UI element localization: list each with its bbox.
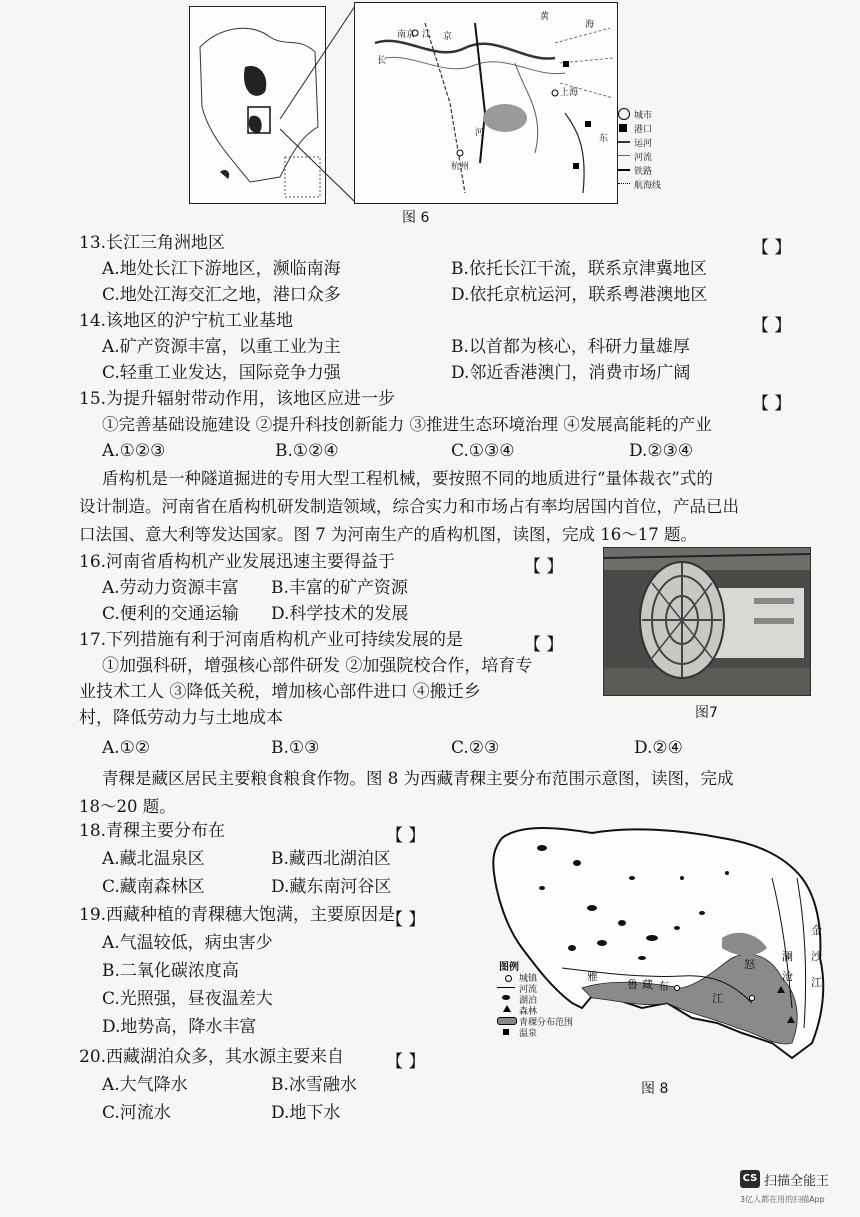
q17-line2: 业技术工人 ③降低关税，增加核心部件进口 ④搬迁乡: [79, 682, 481, 702]
q18-option-d[interactable]: D.藏东南河谷区: [271, 877, 392, 897]
q14-option-d[interactable]: D.邻近香港澳门，消费市场广阔: [451, 363, 691, 383]
tunnel-boring-machine-image: [604, 548, 810, 695]
passage1-line2: 设计制造。河南省在盾构机研发制造领域，综合实力和市场占有率均居国内首位，产品已出: [79, 497, 739, 516]
fig8-label-bu: 布: [658, 980, 669, 993]
q13-option-a[interactable]: A.地处长江下游地区，濒临南海: [102, 259, 341, 279]
q15-option-a[interactable]: A.①②③: [102, 441, 166, 461]
legend-barley-icon: [497, 1017, 517, 1025]
q17-line3: 村，降低劳动力与土地成本: [79, 708, 283, 728]
q14-stem: 14.该地区的沪宁杭工业基地: [79, 311, 294, 331]
figure-8-legend: [487, 958, 582, 1058]
figure-6-legend: [618, 106, 688, 202]
q17-stem: 17.下列措施有利于河南盾构机产业可持续发展的是: [79, 630, 464, 650]
q19-option-a[interactable]: A.气温较低，病虫害少: [102, 933, 273, 953]
q17-option-a[interactable]: A.①②: [102, 738, 151, 758]
fig8-label-jin: 金: [811, 924, 822, 937]
legend-town-icon: [505, 975, 512, 982]
zoom-connector-lines: [270, 4, 360, 204]
q14-option-b[interactable]: B.以首都为核心，科研力量雄厚: [451, 337, 690, 357]
fig8-legend-town: 城镇: [519, 974, 538, 984]
q20-option-d[interactable]: D.地下水: [271, 1103, 341, 1123]
q16-stem: 16.河南省盾构机产业发展迅速主要得益于: [79, 552, 396, 572]
passage1-line3: 口法国、意大利等发达国家。图 7 为河南生产的盾构机图，读图，完成 16～17 题。: [79, 525, 697, 544]
legend-railway-icon: [618, 169, 630, 171]
camscanner-logo-icon: CS: [740, 1170, 760, 1188]
fig8-legend-lake: 湖泊: [519, 996, 538, 1006]
q20-option-c[interactable]: C.河流水: [102, 1103, 171, 1123]
watermark-tagline: 3亿人都在用的扫描App: [740, 1195, 825, 1204]
q19-option-b[interactable]: B.二氧化碳浓度高: [102, 961, 239, 981]
q18-stem: 18.青稞主要分布在: [79, 821, 226, 841]
legend-railway: 铁路: [634, 167, 653, 177]
map-label-hai: 海: [585, 20, 595, 30]
q15-stem: 15.为提升辐射带动作用，该地区应进一步: [79, 389, 396, 409]
q16-option-b[interactable]: B.丰富的矿产资源: [271, 578, 408, 598]
q20-stem: 20.西藏湖泊众多，其水源主要来自: [79, 1047, 345, 1067]
q13-option-b[interactable]: B.依托长江干流，联系京津冀地区: [451, 259, 707, 279]
legend-port: 港口: [634, 125, 653, 135]
map-label-huang: 黄: [540, 12, 550, 22]
legend-port-icon: [619, 124, 627, 132]
q16-option-d[interactable]: D.科学技术的发展: [271, 604, 409, 624]
figure-8-tibet-map: [482, 818, 837, 1068]
q20-answer-bracket[interactable]: 【 】: [386, 1052, 426, 1072]
fig8-legend-title: 图例: [499, 962, 519, 973]
legend-lake-icon: [502, 995, 510, 1000]
q16-option-c[interactable]: C.便利的交通运输: [102, 604, 239, 624]
q13-option-d[interactable]: D.依托京杭运河，联系粤港澳地区: [451, 285, 708, 305]
figure-7-tbm-photo: [603, 547, 811, 696]
map-label-hangzhou: 杭州: [451, 162, 470, 172]
legend-city-icon: [618, 108, 630, 120]
legend-river-line-icon: [497, 987, 515, 988]
figure-6-yangtze-delta-map: [354, 2, 618, 204]
q18-option-c[interactable]: C.藏南森林区: [102, 877, 205, 897]
fig8-label-jiang: 江: [712, 992, 723, 1005]
fig8-label-lan: 澜: [782, 950, 793, 963]
q16-option-a[interactable]: A.劳动力资源丰富: [102, 578, 239, 598]
figure-7-caption: 图7: [695, 705, 718, 721]
q14-option-a[interactable]: A.矿产资源丰富，以重工业为主: [102, 337, 341, 357]
legend-canal-icon: [618, 141, 630, 143]
fig8-label-lu: 鲁: [627, 978, 638, 991]
map-label-jing: 京: [443, 32, 453, 42]
fig8-label-sha: 沙: [811, 950, 822, 963]
fig8-label-nu: 怒: [744, 958, 755, 971]
q19-answer-bracket[interactable]: 【 】: [386, 910, 426, 930]
fig8-legend-river: 河流: [519, 985, 538, 995]
q20-option-b[interactable]: B.冰雪融水: [271, 1075, 357, 1095]
q19-stem: 19.西藏种植的青稞穗大饱满，主要原因是: [79, 905, 396, 925]
map-label-jiang: 江: [422, 30, 432, 40]
q19-option-d[interactable]: D.地势高，降水丰富: [102, 1017, 257, 1037]
q18-option-b[interactable]: B.藏西北湖泊区: [271, 849, 391, 869]
legend-river: 河流: [634, 153, 653, 163]
q17-option-b[interactable]: B.①③: [271, 738, 320, 758]
q13-answer-bracket[interactable]: 【 】: [752, 238, 792, 258]
q13-stem: 13.长江三角洲地区: [79, 233, 226, 253]
legend-shipping-icon: [618, 183, 630, 184]
q20-option-a[interactable]: A.大气降水: [102, 1075, 188, 1095]
map-label-chang: 长: [377, 56, 387, 66]
delta-map-graphic: [355, 3, 617, 203]
q15-answer-bracket[interactable]: 【 】: [752, 394, 792, 414]
map-label-dong: 东: [599, 134, 609, 144]
fig8-legend-barley: 青稞分布范围: [519, 1018, 574, 1028]
q15-option-d[interactable]: D.②③④: [629, 441, 694, 461]
legend-hotspring-icon: [503, 1029, 509, 1035]
q15-option-b[interactable]: B.①②④: [275, 441, 339, 461]
passage2-line1: 青稞是藏区居民主要粮食粮食作物。图 8 为西藏青稞主要分布范围示意图，读图，完成: [102, 769, 734, 788]
fig8-label-jiang2: 江: [811, 976, 822, 989]
q18-option-a[interactable]: A.藏北温泉区: [102, 849, 205, 869]
q13-option-c[interactable]: C.地处江海交汇之地，港口众多: [102, 285, 341, 305]
fig8-label-cang: 沧: [782, 970, 793, 983]
passage1-line1: 盾构机是一种隧道掘进的专用大型工程机械，要按照不同的地质进行“量体裁衣”式的: [102, 469, 713, 488]
q14-answer-bracket[interactable]: 【 】: [752, 316, 792, 336]
fig8-legend-forest: 森林: [519, 1007, 538, 1017]
figure-8-caption: 图 8: [641, 1081, 669, 1097]
q19-option-c[interactable]: C.光照强，昼夜温差大: [102, 989, 273, 1009]
q17-line1: ①加强科研，增强核心部件研发 ②加强院校合作，培育专: [102, 656, 533, 676]
passage2-line2: 18～20 题。: [79, 797, 176, 816]
legend-river-icon: [618, 155, 630, 156]
q15-items: ①完善基础设施建设 ②提升科技创新能力 ③推进生态环境治理 ④发展高能耗的产业: [102, 415, 712, 434]
q17-option-d[interactable]: D.②④: [634, 738, 683, 758]
legend-city: 城市: [634, 111, 653, 121]
q16-answer-bracket[interactable]: 【 】: [524, 557, 564, 577]
legend-shipping: 航海线: [634, 181, 662, 191]
q17-option-c[interactable]: C.②③: [451, 738, 500, 758]
figure-6-caption: 图 6: [402, 210, 430, 226]
fig8-legend-hotspring: 温泉: [519, 1029, 538, 1039]
legend-canal: 运河: [634, 139, 653, 149]
map-label-shanghai: 上海: [560, 88, 579, 98]
watermark-name: 扫描全能王: [764, 1174, 830, 1189]
q15-option-c[interactable]: C.①③④: [451, 441, 515, 461]
q14-option-c[interactable]: C.轻重工业发达，国际竞争力强: [102, 363, 341, 383]
map-label-nanjing: 南京: [397, 30, 416, 40]
camscanner-watermark: [740, 1168, 850, 1212]
legend-forest-icon: [503, 1005, 511, 1012]
q18-answer-bracket[interactable]: 【 】: [386, 826, 426, 846]
fig8-label-ya: 雅: [587, 970, 598, 983]
fig8-label-zang: 藏: [642, 978, 653, 991]
q17-answer-bracket[interactable]: 【 】: [524, 635, 564, 655]
map-label-he: 河: [475, 128, 485, 138]
